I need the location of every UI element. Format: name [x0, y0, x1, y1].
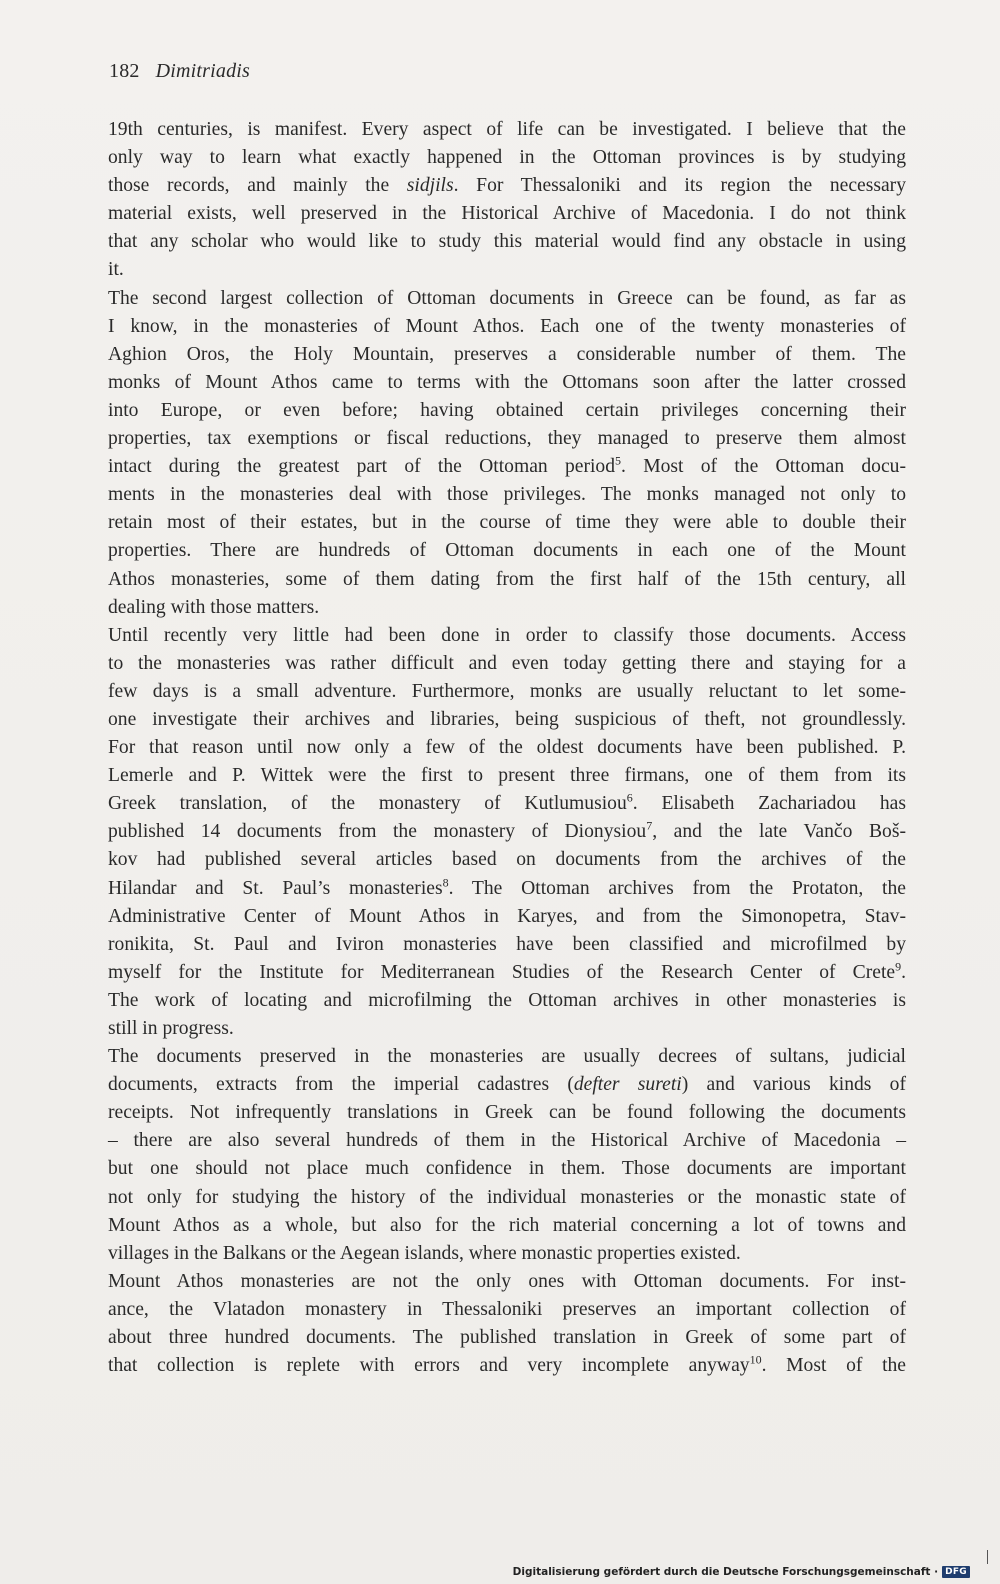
- text-line: The documents preserved in the monasteries are usually decrees of sultans, judicial: [108, 1046, 906, 1068]
- text-line: [108, 818, 906, 846]
- paragraph-4: [108, 1043, 906, 1268]
- text-line: [108, 959, 906, 987]
- paragraph-2: [108, 285, 906, 622]
- text-line: not only for studying the history of the individual monasteries or the monastic state of: [108, 1186, 906, 1208]
- running-head: [109, 60, 250, 83]
- text-run: myself for the Institute for Mediterranean Studies of the Research Center of Crete: [108, 961, 896, 983]
- footnote-ref: 5: [615, 453, 622, 468]
- text-line: Mount Athos monasteries are not the only ones with Ottoman documents. For inst-: [108, 1270, 906, 1292]
- text-line: one investigate their archives and libraries, being suspicious of theft, not groundlessly.: [108, 708, 906, 730]
- text-run: published 14 documents from the monastery of Dionysiou: [108, 821, 647, 843]
- text-line: monks of Mount Athos came to terms with the Ottomans soon after the latter crossed: [108, 371, 906, 393]
- text-line: Administrative Center of Mount Athos in Karyes, and from the Simonopetra, Stav-: [108, 905, 906, 927]
- text-line: [108, 1352, 906, 1380]
- text-run: . For Thessaloniki and its region the necessary: [453, 175, 906, 197]
- italic-term: defter sureti: [573, 1074, 682, 1096]
- text-line: Athos monasteries, some of them dating from the first half of the 15th century, all: [108, 568, 906, 590]
- footnote-ref: 7: [646, 818, 653, 833]
- text-run: ) and various kinds of: [681, 1074, 906, 1096]
- text-line: [108, 453, 906, 481]
- text-run: that collection is replete with errors and very incomplete anyway: [108, 1355, 750, 1377]
- body-text: [108, 116, 906, 1380]
- page-number: 182: [109, 60, 140, 82]
- text-line: For that reason until now only a few of the oldest documents have been published. P.: [108, 737, 906, 759]
- text-line: few days is a small adventure. Furthermore, monks are usually reluctant to let some-: [108, 680, 906, 702]
- running-head-author: Dimitriadis: [155, 60, 251, 82]
- text-line: Until recently very little had been done in order to classify those documents. Access: [108, 624, 906, 646]
- text-line: that any scholar who would like to study this material would find any obstacle in using: [108, 231, 906, 253]
- text-run: . Elisabeth Zachariadou has: [632, 793, 906, 815]
- text-line: only way to learn what exactly happened in the Ottoman provinces is by studying: [108, 147, 906, 169]
- text-run: Greek translation, of the monastery of Kutlumusiou: [108, 793, 627, 815]
- text-line: The second largest collection of Ottoman documents in Greece can be found, as far as: [108, 287, 906, 309]
- scan-edge-mark: [987, 1550, 988, 1564]
- text-line: receipts. Not infrequently translations in Greek can be found following the documents: [108, 1102, 906, 1124]
- paragraph-3: [108, 622, 906, 1043]
- text-run: .: [901, 961, 906, 983]
- text-line: [108, 1071, 906, 1099]
- text-line: Mount Athos as a whole, but also for the rich material concerning a lot of towns and: [108, 1214, 906, 1236]
- italic-term: sidjils: [406, 175, 454, 197]
- text-line: into Europe, or even before; having obtained certain privileges concerning their: [108, 399, 906, 421]
- text-line: it.: [108, 259, 124, 281]
- footnote-ref: 10: [749, 1352, 762, 1367]
- text-run: intact during the greatest part of the Ottoman period: [108, 456, 616, 478]
- text-line: ance, the Vlatadon monastery in Thessaloniki preserves an important collection of: [108, 1298, 906, 1320]
- text-line: – there are also several hundreds of them in the Historical Archive of Macedonia –: [108, 1130, 906, 1152]
- text-line: [108, 790, 906, 818]
- text-line: Lemerle and P. Wittek were the first to present three firmans, one of them from its: [108, 765, 906, 787]
- text-line: properties, tax exemptions or fiscal reductions, they managed to preserve them almost: [108, 428, 906, 450]
- text-run: . Most of the: [761, 1355, 907, 1377]
- text-run: documents, extracts from the imperial cadastres (: [108, 1074, 574, 1096]
- text-line: material exists, well preserved in the Historical Archive of Macedonia. I do not think: [108, 203, 906, 225]
- paragraph-5: [108, 1268, 906, 1380]
- paragraph-1: [108, 116, 906, 285]
- footnote-ref: 9: [895, 959, 902, 974]
- digitization-footer: [513, 1566, 970, 1578]
- text-line: Aghion Oros, the Holy Mountain, preserves a considerable number of them. The: [108, 343, 906, 365]
- text-run: , and the late Vančo Boš-: [652, 821, 906, 843]
- text-line: kov had published several articles based on documents from the archives of the: [108, 849, 906, 871]
- footnote-ref: 6: [626, 790, 633, 805]
- footnote-ref: 8: [442, 875, 449, 889]
- text-run: . The Ottoman archives from the Protaton, the: [448, 877, 906, 899]
- text-line: 19th centuries, is manifest. Every aspect of life can be investigated. I believe that the: [108, 119, 906, 140]
- text-line: [108, 172, 906, 200]
- text-line: about three hundred documents. The published translation in Greek of some part of: [108, 1327, 906, 1349]
- text-line: retain most of their estates, but in the course of time they were able to double their: [108, 512, 906, 534]
- footer-credit: Digitalisierung gefördert durch die Deutsche Forschungsgemeinschaft ·: [512, 1566, 939, 1578]
- text-run: Hilandar and St. Paul’s monasteries: [108, 877, 443, 899]
- text-line: dealing with those matters.: [108, 596, 320, 618]
- text-line: ronikita, St. Paul and Iviron monasteries have been classified and microfilmed by: [108, 933, 906, 955]
- dfg-logo: DFG: [942, 1566, 970, 1578]
- text-line: ments in the monasteries deal with those privileges. The monks managed not only to: [108, 484, 906, 506]
- text-line: to the monasteries was rather difficult and even today getting there and staying for a: [108, 652, 906, 674]
- text-run: those records, and mainly the: [108, 175, 407, 197]
- text-line: properties. There are hundreds of Ottoman documents in each one of the Mount: [108, 540, 906, 562]
- text-line: villages in the Balkans or the Aegean islands, where monastic properties existed.: [108, 1242, 741, 1264]
- text-line: but one should not place much confidence in them. Those documents are important: [108, 1158, 906, 1180]
- text-line: I know, in the monasteries of Mount Athos. Each one of the twenty monasteries of: [108, 315, 906, 337]
- text-line: [108, 875, 906, 903]
- text-line: still in progress.: [108, 1018, 234, 1039]
- text-line: The work of locating and microfilming the Ottoman archives in other monasteries is: [108, 989, 906, 1011]
- text-run: . Most of the Ottoman docu-: [621, 456, 906, 478]
